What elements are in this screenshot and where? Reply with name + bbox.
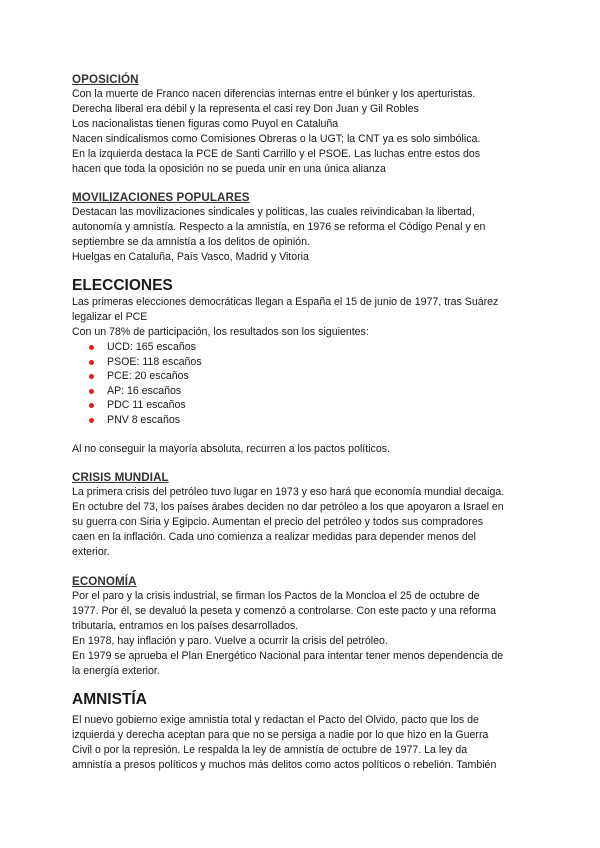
result-text: PDC 11 escaños [107, 399, 186, 412]
paragraph-line: Nacen sindicalismos como Comisiones Obreras o la UGT; la CNT ya es solo simbólica. [72, 133, 481, 145]
paragraph-line: hacen que toda la oposición no se pueda unir en una única alianza [72, 163, 386, 175]
list-item [89, 398, 532, 413]
movilizaciones-heading: MOVILIZACIONES POPULARES [72, 191, 250, 204]
paragraph-line: El nuevo gobierno exige amnistía total y redactan el Pacto del Olvido, pacto que los de [72, 713, 479, 726]
list-item [89, 413, 532, 428]
paragraph-line: amnistía a presos políticos y muchos más delitos como actos políticos o rebelión. También [72, 758, 497, 771]
section-economia [72, 574, 532, 679]
paragraph-line: caen en la inflación. Cada uno comienza a realizar medidas para depender menos del [72, 530, 476, 543]
paragraph-line: Las primeras elecciones democráticas llegan a España el 15 de junio de 1977, tras Suárez [72, 296, 499, 308]
list-item [89, 369, 532, 384]
paragraph-line: En la izquierda destaca la PCE de Santi Carrillo y el PSOE. Las luchas entre estos dos [72, 148, 481, 160]
bullet-icon [89, 345, 94, 350]
list-item [89, 340, 532, 355]
bullet-icon [89, 418, 94, 423]
paragraph-line: Civil o por la represión. Le respalda la ley de amnistía de octubre de 1977. La ley da [72, 743, 468, 756]
result-text: UCD: 165 escaños [107, 341, 196, 353]
paragraph-line: Los nacionalistas tienen figuras como Puyol en Cataluña [72, 118, 339, 130]
paragraph-line: la energía exterior. [72, 664, 160, 677]
paragraph-line: Por el paro y la crisis industrial, se firman los Pactos de la Moncloa el 25 de octubre de [72, 589, 480, 602]
section-amnistia [72, 691, 532, 773]
section-movilizaciones [72, 190, 532, 265]
paragraph-line: En 1979 se aprueba el Plan Energético Nacional para intentar tener menos dependencia de [72, 649, 504, 662]
paragraph-line: Con un 78% de participación, los resultados son los siguientes: [72, 326, 369, 338]
section-crisis [72, 470, 532, 560]
bullet-icon [89, 374, 94, 379]
result-text: AP: 16 escaños [107, 384, 182, 397]
list-item [89, 384, 532, 399]
elecciones-heading: ELECCIONES [72, 277, 173, 294]
election-results-list [72, 340, 532, 428]
result-text: PCE: 20 escaños [107, 370, 189, 383]
section-elecciones [72, 277, 532, 457]
paragraph-line: su guerra con Siria y Egipcio. Aumentan el precio del petróleo y todos sus compradores [72, 515, 484, 528]
paragraph-line: Huelgas en Cataluña, País Vasco, Madrid y Vitoria [72, 251, 309, 263]
paragraph-line: tributaria, entramos en los países desarrollados. [72, 619, 299, 632]
paragraph-line: La primera crisis del petróleo tuvo lugar en 1973 y eso hará que economía mundial decaiga. [72, 485, 505, 498]
oposicion-heading: OPOSICIÓN [72, 73, 139, 86]
bullet-icon [89, 360, 94, 365]
paragraph-line: Destacan las movilizaciones sindicales y políticas, las cuales reivindicaban la libertad, [72, 206, 475, 218]
list-item [89, 355, 532, 370]
paragraph-line: Derecha liberal era débil y la representa el casi rey Don Juan y Gil Robles [72, 103, 419, 115]
paragraph-line: En octubre del 73, los países árabes deciden no dar petróleo a los que apoyaron a Israel en [72, 500, 504, 513]
result-text: PSOE: 118 escaños [107, 355, 202, 368]
paragraph-line: En 1978, hay inflación y paro. Vuelve a ocurrir la crisis del petróleo. [72, 634, 388, 647]
result-text: PNV 8 escaños [107, 413, 181, 426]
bullet-icon [89, 389, 94, 394]
paragraph-line: exterior. [72, 545, 110, 558]
paragraph-line: izquierda y derecha aceptan para que no se persiga a nadie por lo que hizo en la Guerra [72, 728, 489, 741]
amnistia-heading: AMNISTÍA [72, 690, 147, 708]
paragraph-line: septiembre se da amnistía a los delitos de opinión. [72, 236, 310, 248]
crisis-heading: CRISIS MUNDIAL [72, 470, 169, 484]
section-oposicion [72, 72, 532, 177]
bullet-icon [89, 403, 94, 408]
paragraph-line: autonomía y amnistía. Respecto a la amnistía, en 1976 se reforma el Código Penal y en [72, 221, 486, 233]
paragraph-line: 1977. Por él, se devaluó la peseta y comenzó a controlarse. Con este pacto y una reforma [72, 604, 496, 617]
paragraph-line: Al no conseguir la mayoría absoluta, recurren a los pactos políticos. [72, 442, 390, 455]
paragraph-line: Con la muerte de Franco nacen diferencias internas entre el búnker y los aperturistas. [72, 88, 476, 100]
document-body [72, 72, 532, 773]
economia-heading: ECONOMÍA [72, 574, 137, 588]
paragraph-line: legalizar el PCE [72, 311, 148, 323]
